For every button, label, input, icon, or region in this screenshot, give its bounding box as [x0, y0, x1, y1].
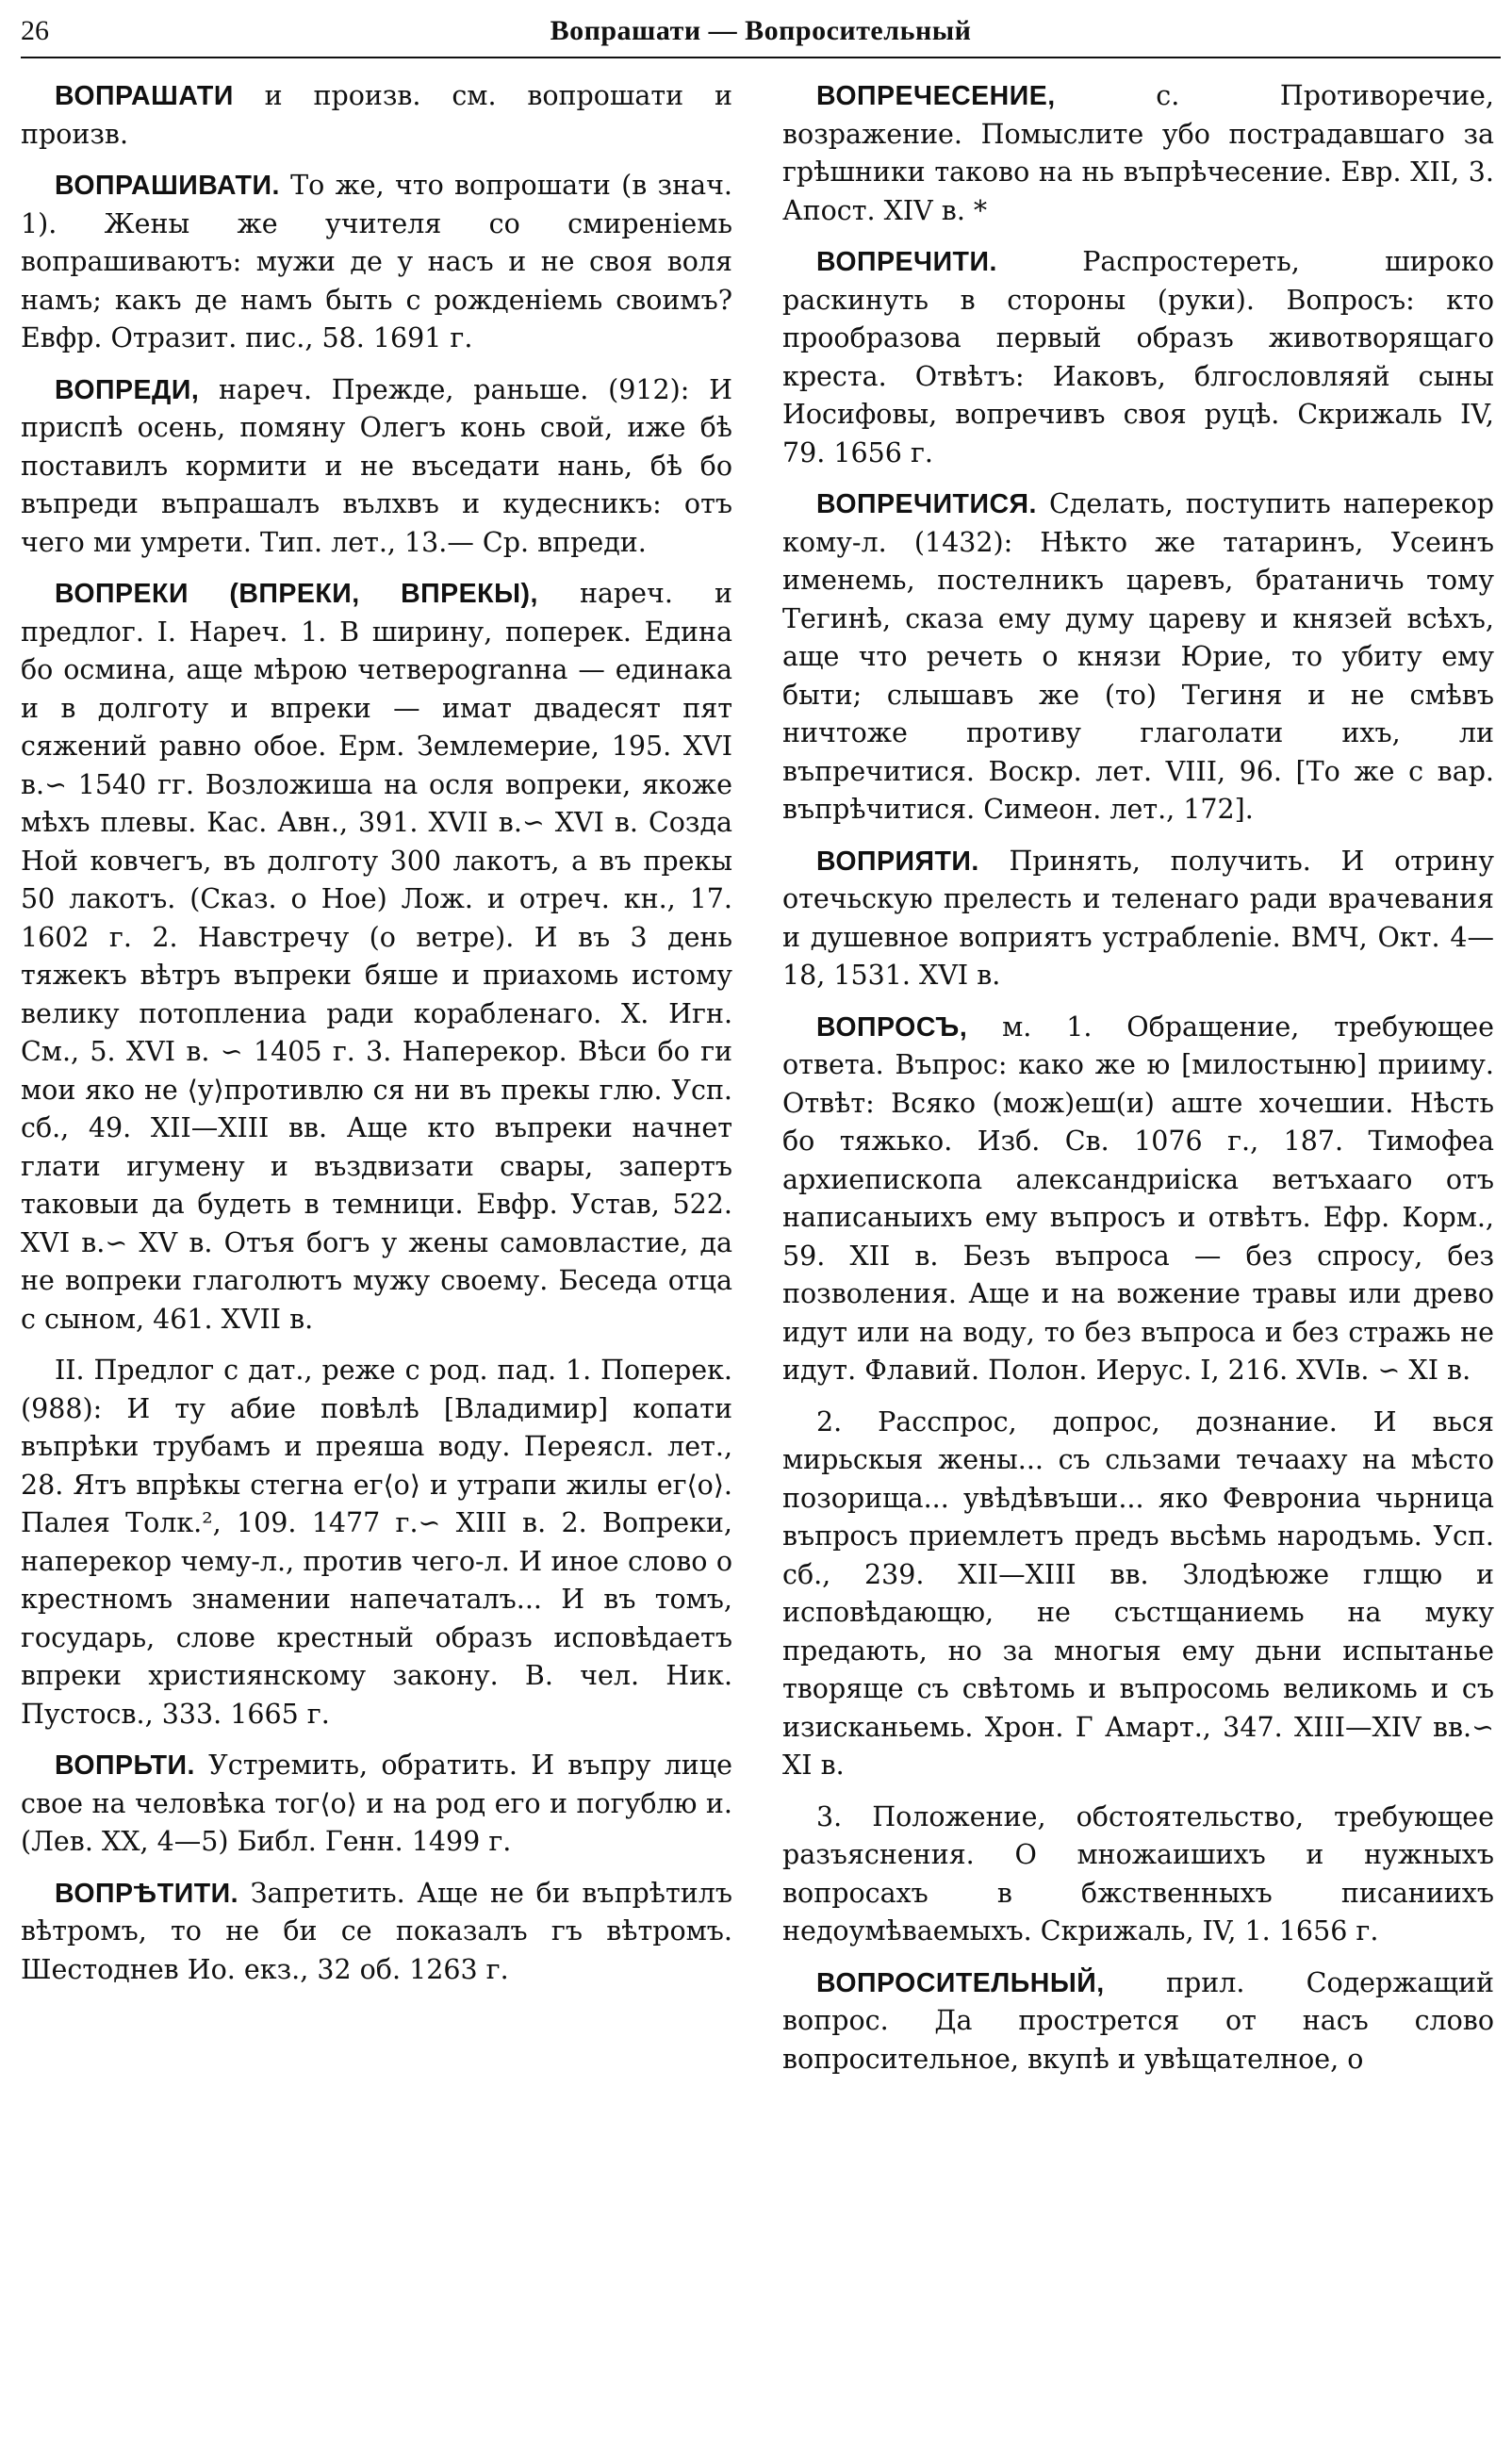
dictionary-entry — [21, 1352, 732, 1733]
entry-headword: ВОПРЕЧЕСЕНИЕ, — [816, 81, 1056, 111]
entry-text: Принять, получить. И отрину отечьскую прелесть и теленаго ради врачевания и душевное воприятъ устраблеnie. ВМЧ, Окт. 4—18, 1531. XVI в. — [782, 845, 1494, 991]
left-column — [21, 77, 732, 2436]
entry-headword: ВОПРЕЧИТИ. — [816, 247, 997, 277]
dictionary-entry — [782, 485, 1494, 830]
entry-text: нареч. и предлог. I. Нареч. 1. В ширину, поперек. Едина бо осмина, аще мѣрою четвероgranна — единака и в долготу и впреки — имат двадесят пят сяжений равно обое. Ерм. Землемерие, 195. XVI в.∽ 1540 гг. Возложиша на осля вопреки, якоже мѣхъ плевы. Кас. Авн., 391. XVII в.∽ XVI в. Созда Ной ковчегъ, въ долготу 300 лакотъ, а въ прекы 50 лакотъ. (Сказ. о Ное) Лож. и отреч. кн., 17. 1602 г. 2. Навстречу (о ветре). И въ 3 день тяжекъ вѣтръ въпреки бяше и приахомь истому велику потоплениа ради корабленаго. Х. Игн. См., 5. XVI в. ∽ 1405 г. 3. Наперекор. Вѣси бо ги мои яко не ⟨у⟩противлю ся ни въ прекы глю. Усп. сб., 49. XII—XIII вв. Аще кто въпреки начнет глати игумену и въздвизати свары, запертъ таковыи да будеть в темници. Евфр. Устав, 522. XVI в.∽ XV в. Отъя богъ у жены самовластие, да не вопреки глаголютъ мужу своему. Беседа отца с сыном, 461. XVII в. — [21, 578, 732, 1335]
dictionary-entry — [782, 243, 1494, 472]
entry-headword: ВОПРОСЪ, — [816, 1011, 968, 1043]
entry-headword: ВОПРЕЧИТИСЯ. — [816, 489, 1037, 519]
dictionary-entry — [21, 77, 732, 154]
entry-text: Устремить, обратить. И въпру лице свое на человѣка тог⟨о⟩ и на род его и погублю и. (Лев. XX, 4—5) Библ. Генн. 1499 г. — [21, 1750, 732, 1857]
page-header — [21, 13, 1501, 58]
dictionary-entry — [782, 1964, 1494, 2079]
entry-headword: ВОПРАШАТИ — [55, 81, 234, 111]
entry-headword: ВОПРѢТИТИ. — [55, 1878, 239, 1909]
dictionary-entry — [21, 1875, 732, 1990]
entry-headword: ВОПРОСИТЕЛЬНЫЙ, — [816, 1967, 1105, 1998]
entry-text: 3. Положение, обстоятельство, требующее разъяснения. О множаишихъ и нужныхъ вопросахъ в бжственныхъ писанииxъ недоумѣваемыхъ. Скрижаль, IV, 1. 1656 г. — [782, 1800, 1494, 1947]
dictionary-entry — [782, 1799, 1494, 1951]
entry-headword: ВОПРАШИВАТИ. — [55, 171, 280, 201]
entry-text: Распростереть, широко раскинуть в стороны (руки). Вопросъ: кто прообразова первый образъ животворящаго креста. Отвѣтъ: Иаковъ, блгословляяй сыны Иосифовы, вопречивъ своя руцѣ. Скрижаль IV, 79. 1656 г. — [782, 246, 1494, 468]
dictionary-page — [21, 13, 1501, 2436]
entry-text: II. Предлог с дат., реже с род. пад. 1. Поперек. (988): И ту абие повѣлѣ [Владимир] копати въпрѣки трубамъ и преяша воду. Переясл. лет., 28. Ятъ впрѣкы стегна ег⟨о⟩ и утрапи жилы ег⟨о⟩. Палея Толк.², 109. 1477 г.∽ XIII в. 2. Вопреки, наперекор чему-л., против чего-л. И иное слово о крестномъ знамении напечаталъ... И въ томъ, государь, слове крестный образъ исповѣдаетъ впреки християнскому закону. В. чел. Ник. Пустосв., 333. 1665 г. — [21, 1355, 732, 1730]
dictionary-entry — [21, 371, 732, 563]
dictionary-entry — [782, 1404, 1494, 1785]
entry-text: Запретить. Аще не би въпрѣтилъ вѣтромъ, то не би се показалъ гъ вѣтромъ. Шестоднев Ио. екз., 32 об. 1263 г. — [21, 1877, 732, 1985]
dictionary-entry — [21, 575, 732, 1339]
text-columns — [21, 77, 1501, 2436]
running-head: Вопрашати — Вопросительный — [550, 15, 972, 46]
page-number: 26 — [21, 15, 49, 46]
entry-text: с. Противоречие, возражение. Помыслите убо пострадавшаго за грѣшники таково на нь въпрѣчесение. Евр. XII, 3. Апост. XIV в. * — [782, 80, 1494, 226]
dictionary-entry — [782, 843, 1494, 995]
entry-text: прил. Содержащий вопрос. Да прострется от насъ слово вопросительное, вкупѣ и увѣщателное, о — [782, 1966, 1494, 2075]
dictionary-entry — [21, 167, 732, 358]
entry-headword: ВОПРИЯТИ. — [816, 846, 979, 877]
dictionary-entry — [782, 77, 1494, 230]
entry-headword: ВОПРЕКИ (ВПРЕКИ, ВПРЕКЫ), — [55, 579, 538, 609]
entry-text: То же, что вопрошати (в знач. 1). Жены же учителя со смиреніемь вопрашиваютъ: мужи де у насъ и не своя воля намъ; какъ де намъ быть с рожденіемь своимъ? Евфр. Отразит. пис., 58. 1691 г. — [21, 170, 732, 353]
entry-headword: ВОПРЕДИ, — [55, 374, 200, 405]
entry-text: Сделать, поступить наперекор кому-л. (1432): Нѣкто же татаринъ, Усеинъ именемь, постелникъ царевъ, братаничь тому Тегинѣ, сказа ему думу цареву и князей всѣхъ, аще что речеть о князи Юрие, то убиту ему быти; слышавъ же (то) Тегиня и не смѣвъ ничтоже противу глаголати ихъ, ли въпречитися. Воскр. лет. VIII, 96. [То же с вар. въпрѣчитися. Симеон. лет., 172]. — [782, 488, 1494, 825]
entry-text: м. 1. Обращение, требующее ответа. Въпрос: како же ю [милостыню] прииму. Отвѣт: Всяко (мож)еш(и) аште хочешии. Нѣсть бо тяжько. Изб. Св. 1076 г., 187. Тимофеа архиепископа александриiска ветъхааго отъ написаныихъ ему въпросъ и отвѣтъ. Ефр. Корм., 59. XII в. Безъ въпроса — без спросу, без позволения. Аще и на вожение травы или древо идут или на воду, то без въпроса и без стражь не идут. Флавий. Полон. Иерус. I, 216. XVIв. ∽ XI в. — [782, 1010, 1494, 1386]
entry-text: и произв. см. вопрошати и произв. — [21, 80, 732, 150]
right-column — [782, 77, 1494, 2436]
dictionary-entry — [782, 1009, 1494, 1390]
entry-text: 2. Расспрос, допрос, дознание. И вься мирьскыя жены... съ сльзами течааху на мѣсто позорища... увѣдѣвъши... яко Феврониа чьрница въпросъ приемлетъ предъ вьсѣмь народъмь. Усп. сб., 239. XII—XIII вв. Злодѣюже глщю и исповѣдающю, не състщаниемь на муку предають, но за многыя ему дьни испытанье творяще съ свѣтомь и въпросомь великомь и съ изисканьемь. Хрон. Г Амарт., 347. XIII—XIV вв.∽ XI в. — [782, 1405, 1494, 1781]
entry-text: нареч. Прежде, раньше. (912): И приспѣ осень, помяну Олегъ конь свой, иже бѣ поставилъ кормити и не въседати нань, бѣ бо въпреди въпрашалъ вълхвъ и кудесникъ: отъ чего ми умрети. Тип. лет., 13.— Ср. впреди. — [21, 373, 732, 558]
entry-headword: ВОПРЬТИ. — [55, 1750, 195, 1781]
dictionary-entry — [21, 1747, 732, 1862]
